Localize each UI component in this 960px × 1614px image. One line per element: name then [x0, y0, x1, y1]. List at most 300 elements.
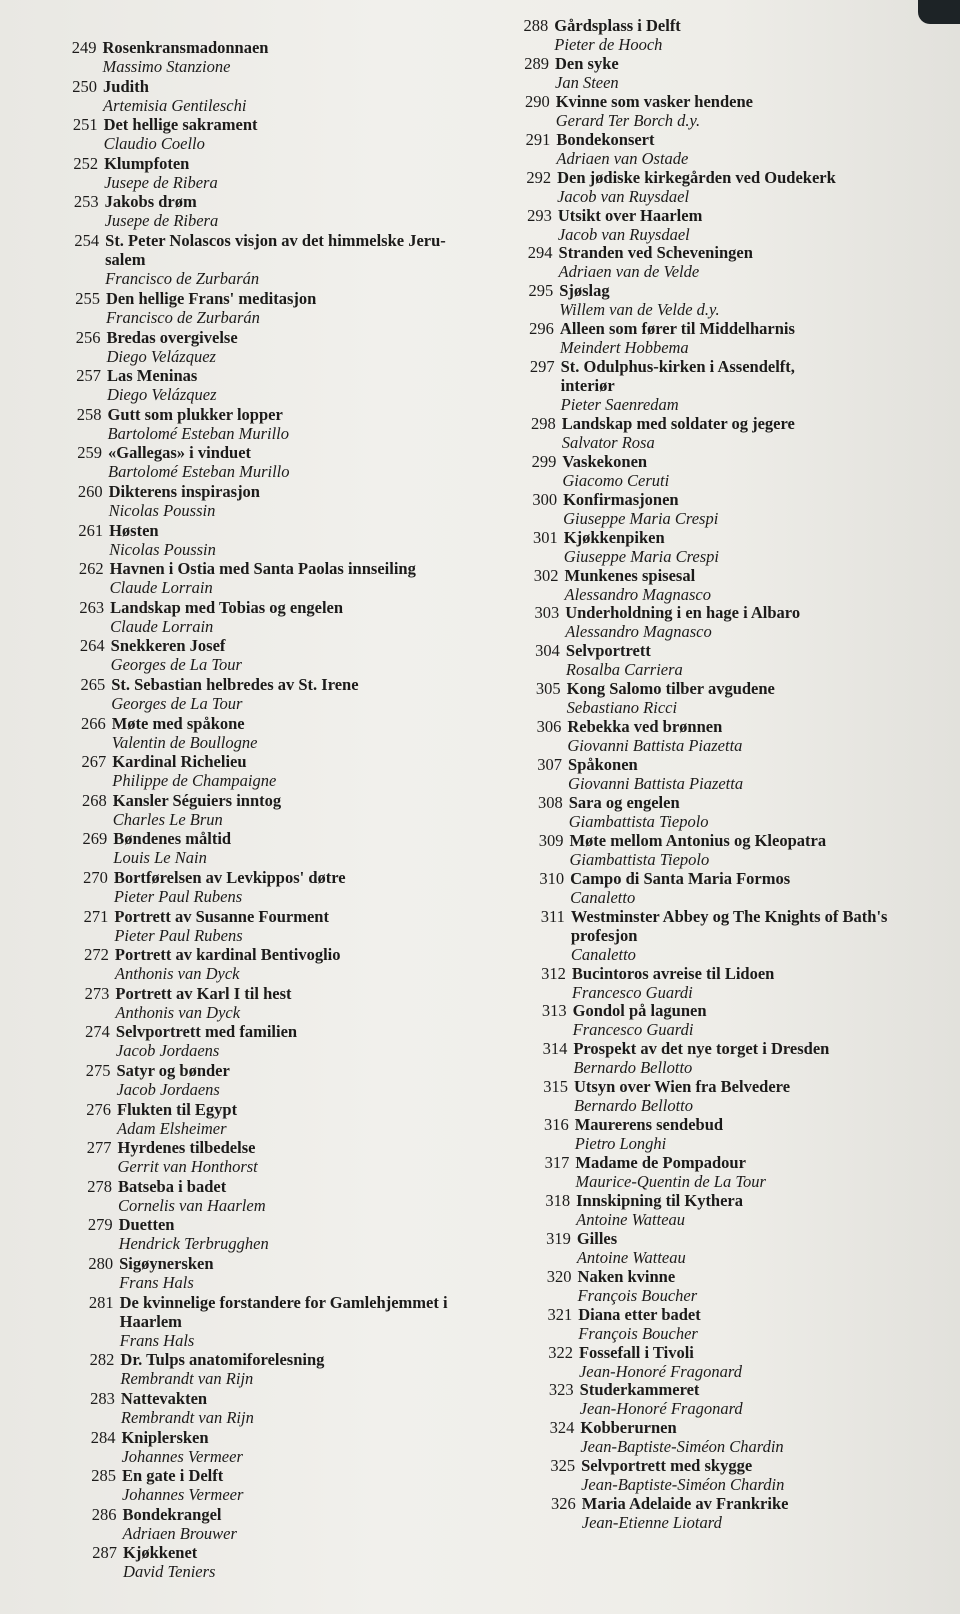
- artist-name: Bernardo Bellotto: [573, 1058, 693, 1078]
- painting-title: Kniplersken: [121, 1427, 209, 1447]
- painting-title: Dikterens inspirasjon: [108, 481, 260, 501]
- artist-name: Nicolas Poussin: [108, 500, 216, 520]
- entry-number: 275: [85, 1060, 111, 1080]
- artist-name: Jacob van Ruysdael: [557, 186, 690, 206]
- artist-name: Willem van de Velde d.y.: [559, 300, 720, 320]
- entry-text: [112, 714, 488, 752]
- entry-text: [122, 1466, 498, 1504]
- painting-title: Duetten: [118, 1215, 175, 1235]
- artist-name: Jean-Baptiste-Siméon Chardin: [580, 1437, 784, 1457]
- entry-number: 266: [80, 713, 106, 733]
- entry-number: 298: [530, 413, 556, 433]
- entry-number: 284: [90, 1427, 116, 1447]
- painting-title: Kvinne som vasker hendene: [555, 91, 753, 111]
- painting-title: Kardinal Richelieu: [112, 752, 247, 772]
- artist-name: Alessandro Magnasco: [565, 622, 712, 642]
- entry-number: 295: [528, 281, 554, 301]
- entry-text: [118, 1138, 494, 1176]
- painting-title: St. Odulphus-kirken i Assendelft,: [560, 357, 795, 377]
- entry-text: [108, 405, 484, 443]
- painting-title: Alleen som fører til Middelharnis: [559, 319, 795, 339]
- entry-text: [572, 964, 960, 1002]
- entry-number: 261: [78, 520, 104, 540]
- entry-text: [123, 1505, 499, 1543]
- entry-number: 305: [535, 679, 561, 699]
- artist-name: Georges de La Tour: [110, 655, 242, 675]
- artist-name: Frans Hals: [119, 1272, 194, 1292]
- entry-number: 252: [73, 153, 99, 173]
- entry-number: 306: [536, 717, 562, 737]
- entry-number: 276: [86, 1099, 111, 1119]
- painting-title: Den hellige Frans' meditasjon: [105, 288, 317, 308]
- artist-name: Nicolas Poussin: [109, 539, 216, 559]
- entry-text: [573, 1039, 960, 1077]
- artist-name: Cornelis van Haarlem: [118, 1195, 266, 1215]
- artist-name: Gerrit van Honthorst: [117, 1157, 258, 1177]
- entry-text: [116, 1061, 492, 1099]
- entry-text: [557, 168, 958, 206]
- entry-number: 264: [79, 636, 105, 656]
- entry-number: 326: [551, 1494, 576, 1514]
- entry-number: 279: [87, 1215, 113, 1235]
- entry-number: 291: [525, 129, 551, 149]
- entry-text: [558, 206, 959, 244]
- artist-name: Rembrandt van Rijn: [120, 1408, 254, 1427]
- artist-name: Georges de La Tour: [111, 693, 243, 713]
- painting-title: Utsyn over Wien fra Belvedere: [574, 1077, 791, 1097]
- artist-name: Jacob Jordaens: [115, 1041, 220, 1061]
- painting-title: Høsten: [109, 520, 159, 540]
- entry-text: [112, 752, 488, 790]
- artist-name: David Teniers: [123, 1562, 216, 1582]
- entry-number: 249: [71, 38, 97, 57]
- entry-number: 292: [526, 167, 552, 187]
- painting-title: Munkenes spisesal: [564, 565, 696, 585]
- artist-name: Pieter Paul Rubens: [114, 925, 243, 945]
- painting-title: Landskap med soldater og jegere: [561, 413, 795, 433]
- entry-text: [569, 831, 960, 869]
- entry-number: 311: [540, 906, 565, 926]
- entry-number: 316: [543, 1115, 569, 1135]
- artist-name: François Boucher: [578, 1323, 698, 1343]
- painting-title: Campo di Santa Maria Formos: [570, 868, 791, 888]
- entry-text: [565, 566, 960, 604]
- entry-number: 253: [73, 192, 99, 212]
- artist-name: Adriaen Brouwer: [122, 1523, 237, 1543]
- entry-number: 257: [76, 366, 101, 386]
- artist-name: Johannes Vermeer: [121, 1446, 243, 1466]
- entry-text: [108, 443, 484, 481]
- artist-name: Jacob Jordaens: [116, 1079, 220, 1099]
- entry-text: [571, 907, 960, 964]
- entry-text: [566, 641, 960, 679]
- artist-name: Frans Hals: [119, 1330, 195, 1350]
- artist-name: Gerard Ter Borch d.y.: [555, 110, 701, 130]
- entry-text: [561, 357, 960, 414]
- painting-title: En gate i Delft: [121, 1466, 224, 1486]
- entry-text: [556, 92, 957, 130]
- entry-number: 320: [546, 1266, 572, 1286]
- entry-number: 258: [76, 404, 102, 424]
- painting-title: Konfirmasjonen: [563, 489, 679, 509]
- painting-title: Rebekka ved brønnen: [567, 717, 723, 737]
- entry-text: [577, 1229, 960, 1267]
- entry-number: 314: [542, 1039, 568, 1059]
- painting-title: Hyrdenes tilbedelse: [117, 1138, 256, 1158]
- entry-number: 299: [531, 451, 557, 471]
- artist-name: Johannes Vermeer: [121, 1485, 244, 1505]
- entry-number: 301: [533, 527, 558, 547]
- entry-text: [109, 521, 485, 559]
- painting-title: Gutt som plukker lopper: [107, 404, 283, 424]
- painting-title: Det hellige sakrament: [103, 115, 258, 135]
- artist-name: Salvator Rosa: [561, 432, 655, 452]
- painting-title: Rosenkransmadonnaen: [102, 38, 269, 57]
- painting-title: Innskipning til Kythera: [576, 1190, 744, 1210]
- entry-text: [104, 115, 480, 153]
- painting-title: Westminster Abbey og The Knights of Bath's: [570, 906, 888, 926]
- entry-number: 289: [524, 53, 549, 73]
- entry-text: [116, 1022, 492, 1060]
- artist-name: Artemisia Gentileschi: [103, 95, 247, 115]
- artist-name: Antoine Watteau: [576, 1247, 686, 1267]
- artist-name: Giovanni Battista Piazetta: [568, 774, 744, 794]
- entry-number: 270: [83, 867, 108, 887]
- entry-number: 259: [77, 443, 103, 463]
- painting-title: Møte med spåkone: [111, 713, 245, 733]
- artist-name: Giuseppe Maria Crespi: [563, 546, 720, 566]
- artist-name: Giacomo Ceruti: [562, 470, 670, 490]
- entry-number: 310: [539, 868, 565, 888]
- painting-title: St. Sebastian helbredes av St. Irene: [111, 674, 359, 694]
- painting-title: Gondol på lagunen: [572, 1001, 707, 1021]
- painting-title: Sjøslag: [559, 281, 610, 301]
- entry-text: [110, 559, 486, 597]
- entry-text: [567, 717, 960, 755]
- entry-number: 268: [82, 790, 107, 810]
- painting-title: Den syke: [555, 53, 619, 73]
- entry-text: [568, 755, 960, 793]
- artist-name: Jusepe de Ribera: [104, 172, 218, 192]
- painting-title: St. Peter Nolascos visjon av det himmelske Jeru-: [105, 231, 446, 250]
- entry-number: 324: [549, 1418, 575, 1438]
- entry-text: [569, 793, 960, 831]
- artist-name: Anthonis van Dyck: [114, 964, 240, 984]
- artist-name: Pieter Saenredam: [560, 395, 679, 415]
- painting-title: Gilles: [576, 1228, 618, 1248]
- entry-text: [564, 528, 960, 566]
- painting-title: Sara og engelen: [568, 792, 680, 812]
- artist-name: Adriaen van de Velde: [558, 262, 700, 282]
- painting-title: Bondekonsert: [556, 129, 655, 149]
- entry-number: 256: [75, 327, 101, 347]
- painting-title: Landskap med Tobias og engelen: [110, 597, 344, 617]
- painting-title: Portrett av kardinal Bentivoglio: [114, 945, 341, 965]
- artist-name: Bartolomé Esteban Murillo: [108, 462, 290, 482]
- entry-number: 281: [88, 1292, 114, 1312]
- artist-name: Pietro Longhi: [574, 1134, 667, 1154]
- entry-text: [562, 414, 960, 452]
- entry-text: [106, 328, 482, 366]
- painting-title: Madame de Pompadour: [575, 1153, 746, 1172]
- entry-number: 283: [90, 1389, 115, 1408]
- artist-name: Claude Lorrain: [110, 616, 214, 636]
- entry-text: [109, 482, 485, 520]
- artist-name: Sebastiano Ricci: [566, 698, 678, 718]
- painting-title: Underholdning i en hage i Albaro: [565, 603, 801, 623]
- entry-text: [581, 1456, 960, 1494]
- painting-title: Kong Salomo tilber avgudene: [566, 679, 775, 699]
- entry-number: 274: [85, 1022, 110, 1042]
- entry-number: 300: [532, 489, 558, 509]
- painting-title: Sigøynersken: [119, 1253, 214, 1273]
- painting-title: Selvportrett med skygge: [581, 1456, 753, 1476]
- entry-text: [562, 452, 960, 490]
- entry-text: [119, 1254, 495, 1292]
- painting-title: Bucintoros avreise til Lidoen: [571, 963, 775, 983]
- artist-name: Francesco Guardi: [571, 982, 693, 1002]
- entry-number: 286: [91, 1504, 117, 1524]
- painting-title: Kjøkkenet: [123, 1543, 198, 1563]
- entry-number: 293: [527, 205, 552, 225]
- entry-number: 267: [81, 752, 107, 772]
- entry-number: 302: [533, 565, 559, 585]
- entry-text: [574, 1077, 960, 1115]
- artist-name: Alessandro Magnasco: [564, 584, 712, 604]
- entry-text: [565, 603, 960, 641]
- painting-title: «Gallegas» i vinduet: [108, 443, 252, 463]
- entry-text: [559, 281, 960, 319]
- entry-text: [579, 1343, 960, 1381]
- entry-number: 315: [543, 1077, 569, 1097]
- painting-title-continued: Haarlem: [119, 1311, 182, 1331]
- entry-text: [110, 598, 486, 636]
- artist-name: Pieter Paul Rubens: [113, 886, 243, 906]
- entry-text: [114, 907, 490, 945]
- entry-text: [107, 366, 483, 404]
- artist-name: Adam Elsheimer: [116, 1118, 227, 1138]
- artist-name: Giuseppe Maria Crespi: [563, 508, 719, 528]
- painting-title: Vaskekonen: [562, 451, 648, 471]
- artist-name: Jusepe de Ribera: [104, 211, 219, 231]
- entry-text: [578, 1305, 960, 1343]
- painting-title: Dr. Tulps anatomiforelesning: [120, 1350, 325, 1370]
- entry-number: 265: [80, 674, 106, 694]
- artist-name: Canaletto: [570, 887, 636, 907]
- entry-number: 282: [89, 1350, 115, 1370]
- entry-text: [120, 1293, 496, 1350]
- artist-name: Francisco de Zurbarán: [105, 269, 260, 288]
- painting-title: Klumpfoten: [104, 153, 190, 173]
- painting-title: Stranden ved Scheveningen: [558, 243, 753, 263]
- artist-name: Valentin de Boullogne: [111, 732, 258, 752]
- entry-number: 250: [72, 76, 98, 96]
- entry-number: 294: [527, 243, 553, 263]
- entry-number: 321: [547, 1304, 573, 1324]
- artist-name: Jean-Honoré Fragonard: [578, 1361, 742, 1381]
- entry-number: 263: [79, 597, 105, 617]
- entry-number: 280: [88, 1253, 114, 1273]
- entry-text: [105, 192, 481, 230]
- entry-text: [123, 1543, 499, 1581]
- entry-text: [103, 77, 479, 115]
- entry-number: 251: [72, 115, 98, 135]
- painting-title: Studerkammeret: [579, 1380, 700, 1400]
- artist-name: Bartolomé Esteban Murillo: [107, 423, 289, 443]
- artist-name: Giambattista Tiepolo: [568, 811, 709, 831]
- entry-text: [575, 1115, 960, 1153]
- artist-name: Bernardo Bellotto: [574, 1096, 694, 1116]
- artist-name: Francisco de Zurbarán: [105, 307, 260, 327]
- artist-name: Giovanni Battista Piazetta: [567, 736, 743, 756]
- painting-title: Bredas overgivelse: [106, 327, 238, 347]
- entry-number: 272: [84, 945, 109, 965]
- artist-name: Meindert Hobbema: [559, 338, 689, 358]
- entry-number: 325: [550, 1456, 576, 1476]
- entry-text: [580, 1380, 960, 1418]
- entry-text: [115, 945, 491, 983]
- painting-title: Bondekrangel: [122, 1504, 222, 1524]
- painting-title-continued: profesjon: [570, 925, 638, 945]
- entry-number: 287: [92, 1543, 118, 1563]
- entry-number: 290: [524, 91, 550, 111]
- painting-title: Bøndenes måltid: [113, 829, 232, 849]
- entry-number: 255: [75, 288, 100, 308]
- entry-text: [582, 1494, 960, 1532]
- entry-number: 323: [548, 1380, 574, 1400]
- artist-name: Jean-Honoré Fragonard: [579, 1399, 743, 1419]
- entry-text: [563, 490, 960, 528]
- artist-name: Claudio Coello: [103, 134, 205, 154]
- painting-title: Kobberurnen: [580, 1418, 677, 1438]
- entry-number: 309: [538, 830, 564, 850]
- painting-title: Selvportrett: [565, 641, 651, 661]
- entry-number: 313: [541, 1001, 567, 1021]
- entry-text: [111, 675, 487, 713]
- artist-name: Jean-Baptiste-Siméon Chardin: [581, 1475, 785, 1495]
- painting-title: Kjøkkenpiken: [563, 527, 665, 547]
- entry-number: 319: [546, 1228, 571, 1248]
- painting-title: De kvinnelige forstandere for Gamlehjemmet i: [119, 1292, 448, 1312]
- painting-title: Portrett av Susanne Fourment: [114, 906, 329, 926]
- artist-name: Diego Velázquez: [106, 346, 216, 366]
- artist-name: Rembrandt van Rijn: [120, 1369, 254, 1389]
- artist-name: Jacob van Ruysdael: [557, 224, 690, 244]
- entry-text: [580, 1418, 960, 1456]
- entry-text: [554, 16, 955, 54]
- painting-title: Portrett av Karl I til hest: [115, 983, 292, 1003]
- artist-name: Claude Lorrain: [109, 578, 213, 598]
- painting-title-continued: interiør: [560, 376, 615, 396]
- entry-text: [578, 1267, 960, 1305]
- artist-name: Maurice-Quentin de La Tour: [575, 1172, 766, 1191]
- entry-number: 312: [541, 963, 566, 983]
- entry-text: [559, 243, 960, 281]
- painting-title: Naken kvinne: [577, 1266, 676, 1286]
- entry-text: [113, 829, 489, 867]
- artist-name: Philippe de Champaigne: [112, 771, 277, 791]
- entry-number: 308: [537, 792, 563, 812]
- painting-title: Gårdsplass i Delft: [554, 16, 681, 35]
- artist-name: Charles Le Brun: [112, 809, 223, 829]
- painting-title: Nattevakten: [120, 1389, 208, 1408]
- entry-text: [567, 679, 960, 717]
- painting-title: Satyr og bønder: [116, 1060, 230, 1080]
- entry-text: [121, 1428, 497, 1466]
- entry-text: [114, 868, 490, 906]
- entry-number: 297: [529, 357, 555, 377]
- artist-name: Canaletto: [570, 944, 636, 964]
- painting-title: Batseba i badet: [118, 1176, 227, 1196]
- entry-number: 262: [78, 559, 104, 579]
- artist-name: Jean-Etienne Liotard: [581, 1513, 722, 1533]
- entry-text: [113, 791, 489, 829]
- painting-title: Prospekt av det nye torget i Dresden: [573, 1039, 830, 1059]
- entry-text: [121, 1389, 497, 1427]
- artist-name: François Boucher: [577, 1285, 698, 1305]
- artist-name: Diego Velázquez: [106, 385, 217, 405]
- entry-text: [575, 1153, 960, 1191]
- entry-text: [573, 1001, 960, 1039]
- entry-text: [117, 1100, 493, 1138]
- painting-title: Diana etter badet: [578, 1304, 701, 1324]
- entry-number: 277: [86, 1138, 112, 1158]
- painting-title: Judith: [103, 76, 149, 96]
- entry-number: 288: [523, 16, 549, 35]
- artist-name: Antoine Watteau: [576, 1209, 686, 1229]
- entry-text: [111, 636, 487, 674]
- painting-title: Møte mellom Antonius og Kleopatra: [569, 830, 827, 850]
- painting-title: Kansler Séguiers inntog: [112, 790, 282, 810]
- artist-name: Jan Steen: [555, 72, 619, 92]
- entry-number: 304: [535, 641, 560, 661]
- entry-text: [104, 154, 480, 192]
- artist-name: Rosalba Carriera: [565, 660, 683, 680]
- entry-number: 317: [544, 1153, 570, 1172]
- entry-number: 318: [545, 1190, 571, 1210]
- artist-name: Louis Le Nain: [113, 848, 207, 868]
- painting-title: Utsikt over Haarlem: [557, 205, 703, 225]
- entry-number: 260: [77, 481, 103, 501]
- painting-title: Den jødiske kirkegården ved Oudekerk: [557, 167, 836, 187]
- artist-name: Adriaen van Ostade: [556, 148, 689, 168]
- entry-text: [105, 231, 481, 288]
- entry-text: [556, 130, 957, 168]
- painting-title: Spåkonen: [568, 755, 638, 775]
- entry-number: 296: [529, 319, 554, 339]
- painting-title: Fossefall i Tivoli: [578, 1342, 694, 1362]
- entry-text: [115, 984, 491, 1022]
- artist-name: Hendrick Terbrugghen: [118, 1234, 269, 1254]
- entry-number: 269: [82, 829, 108, 849]
- entry-number: 278: [87, 1176, 113, 1196]
- entry-number: 303: [534, 603, 560, 623]
- painting-title-continued: salem: [105, 250, 146, 269]
- entry-number: 307: [537, 755, 563, 775]
- painting-title: Selvportrett med familien: [115, 1022, 298, 1042]
- artist-name: Pieter de Hooch: [554, 35, 663, 54]
- painting-title: Maurerens sendebud: [574, 1115, 724, 1135]
- entry-number: 322: [548, 1342, 573, 1362]
- entry-number: 285: [91, 1466, 116, 1486]
- painting-title: Las Meninas: [106, 366, 198, 386]
- painting-title: Snekkeren Josef: [110, 636, 226, 656]
- entry-number: 254: [74, 231, 100, 250]
- artist-name: Massimo Stanzione: [102, 57, 231, 76]
- painting-title: Flukten til Egypt: [116, 1099, 238, 1119]
- painting-title: Maria Adelaide av Frankrike: [581, 1494, 789, 1514]
- entry-text: [103, 38, 479, 76]
